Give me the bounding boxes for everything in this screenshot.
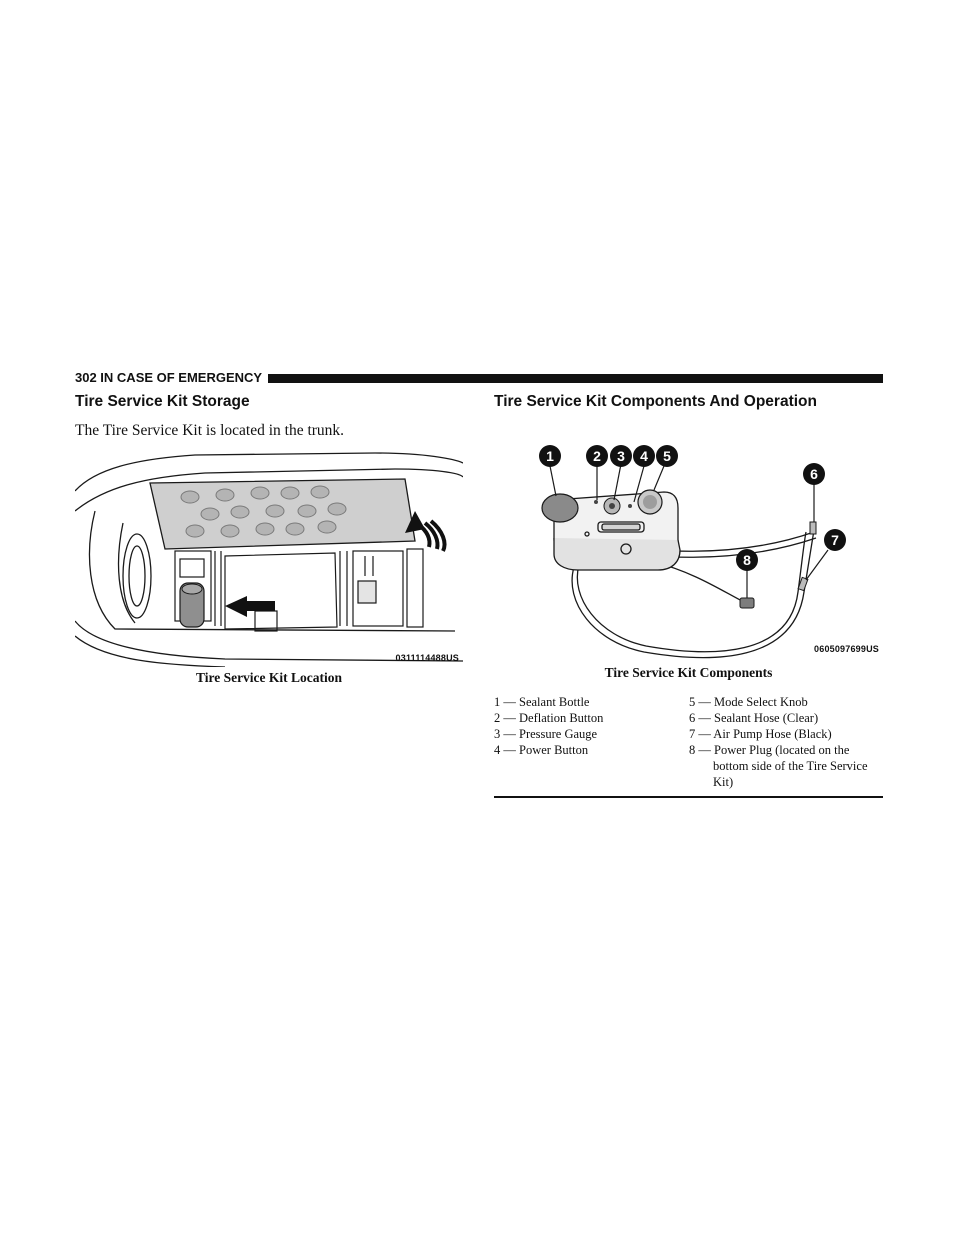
callout-6-label: 6 xyxy=(810,466,818,482)
kit-figure xyxy=(494,442,883,662)
figure-caption: Tire Service Kit Components xyxy=(604,665,773,680)
legend-item: 8 — Power Plug (located on the bottom side of the Tire Service Kit) xyxy=(689,743,868,789)
figure-code: 0605097699US xyxy=(814,644,879,654)
components-legend xyxy=(494,694,883,790)
kit-illustration xyxy=(494,442,883,662)
callout-5-label: 5 xyxy=(663,448,671,464)
sealant-bottle xyxy=(542,494,578,522)
figure-code: 0311114488US xyxy=(395,653,459,663)
callout-3-label: 3 xyxy=(617,448,625,464)
trunk-figure xyxy=(75,451,463,667)
callout-7-label: 7 xyxy=(831,532,839,548)
callout-2-label: 2 xyxy=(593,448,601,464)
left-column xyxy=(75,392,463,687)
components-heading: Tire Service Kit Components And Operation xyxy=(494,393,817,410)
figure-caption: Tire Service Kit Location xyxy=(195,670,343,685)
power-plug xyxy=(740,598,754,608)
storage-heading: Tire Service Kit Storage xyxy=(75,393,250,410)
storage-body: The Tire Service Kit is located in the trunk. xyxy=(75,422,345,439)
legend-item: 5 — Mode Select Knob xyxy=(689,695,808,709)
legend-item: 3 — Pressure Gauge xyxy=(494,727,598,741)
legend-item: 1 — Sealant Bottle xyxy=(494,695,590,709)
callout-8-label: 8 xyxy=(743,552,751,568)
right-column xyxy=(494,392,883,798)
trunk-illustration xyxy=(75,451,463,667)
legend-item: 2 — Deflation Button xyxy=(494,711,604,725)
page-header xyxy=(75,371,883,385)
legend-rule xyxy=(494,796,883,798)
callout-4-label: 4 xyxy=(640,448,648,464)
legend-item: 6 — Sealant Hose (Clear) xyxy=(689,711,819,725)
legend-item: 4 — Power Button xyxy=(494,743,589,757)
page-number-section: 302 IN CASE OF EMERGENCY xyxy=(75,371,268,385)
legend-item: 7 — Air Pump Hose (Black) xyxy=(689,727,832,741)
locator-arrow xyxy=(225,596,275,617)
callout-1-label: 1 xyxy=(546,448,554,464)
